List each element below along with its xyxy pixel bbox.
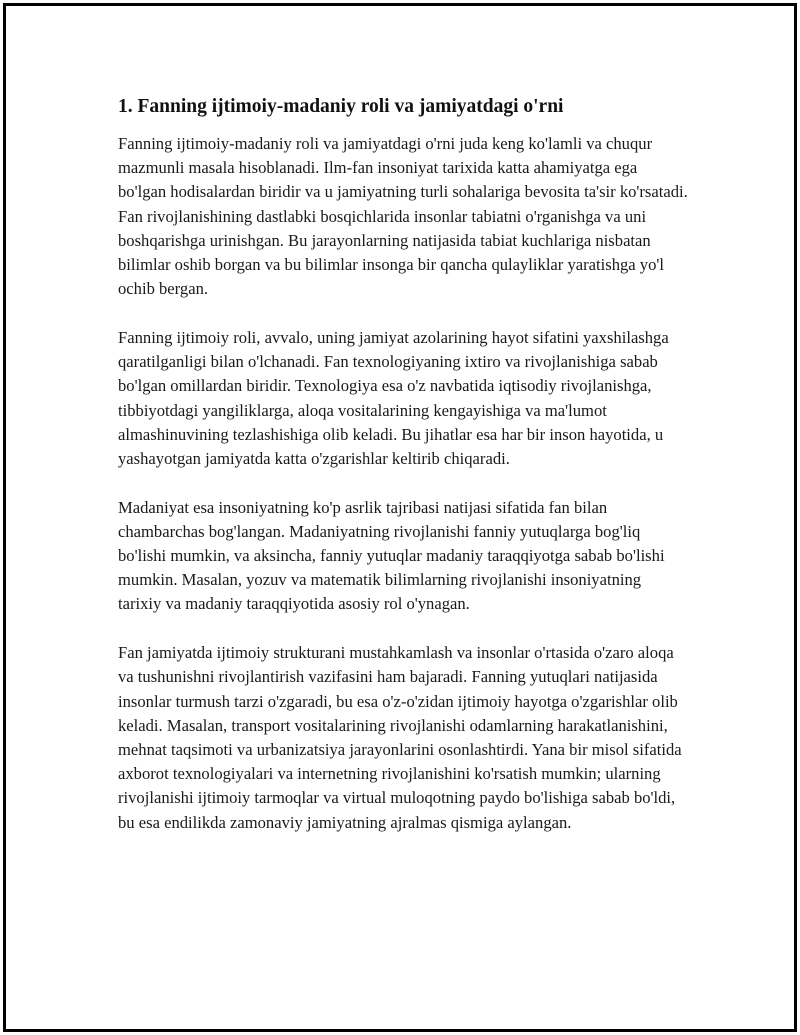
paragraph-4: Fan jamiyatda ijtimoiy strukturani mustahkamlash va insonlar o'rtasida o'zaro aloqa va tushunishni rivojlantirish vazifasini ham bajaradi. Fanning yutuqlari natijasida insonlar turmush tarzi o'zgaradi, bu esa o'z-o'zidan ijtimoiy hayotga o'zgarishlar olib keladi. Masalan, transport vositalarining rivojlanishi odamlarning harakatlanishini, mehnat taqsimoti va urbanizatsiya jarayonlarini osonlashtirdi. Yana bir misol sifatida axborot texnologiyalari va internetning rivojlanishini ko'rsatish mumkin; ularning rivojlanishi ijtimoiy tarmoqlar va virtual muloqotning paydo bo'lishiga sabab bo'ldi, bu esa endilikda zamonaviy jamiyatning ajralmas qismiga aylangan. [118, 643, 682, 832]
section-heading: 1. Fanning ijtimoiy-madaniy roli va jamiyatdagi o'rni [118, 96, 564, 117]
paragraph-2: Fanning ijtimoiy roli, avvalo, uning jamiyat azolarining hayot sifatini yaxshilashga qaratilganligi bilan o'lchanadi. Fan texnologiyaning ixtiro va rivojlanishiga sabab bo'lgan omillardan biridir. Texnologiya esa o'z navbatida iqtisodiy rivojlanishga, tibbiyotdagi yangiliklarga, aloqa vositalarining kengayishiga va ma'lumot almashinuvining tezlashishiga olib keladi. Bu jihatlar esa har bir inson hayotida, u yashayotgan jamiyatda katta o'zgarishlar keltirib chiqaradi. [118, 327, 669, 468]
document-body [118, 94, 688, 835]
paragraph-1: Fanning ijtimoiy-madaniy roli va jamiyatdagi o'rni juda keng ko'lamli va chuqur mazmunli masala hisoblanadi. Ilm-fan insoniyat tarixida katta ahamiyatga ega bo'lgan hodisalardan biridir va u jamiyatning turli sohalariga bevosita ta'sir ko'rsatadi. Fan rivojlanishining dastlabki bosqichlarida insonlar tabiatni o'rganishga va uni boshqarishga urinishgan. Bu jarayonlarning natijasida tabiat kuchlariga nisbatan bilimlar oshib borgan va bu bilimlar insonga bir qancha qulayliklar yaratishga yo'l ochib bergan. [118, 134, 688, 299]
paragraph-3: Madaniyat esa insoniyatning ko'p asrlik tajribasi natijasi sifatida fan bilan chambarchas bog'langan. Madaniyatning rivojlanishi fanniy yutuqlarga bog'liq bo'lishi mumkin, va aksincha, fanniy yutuqlar madaniy taraqqiyotga sabab bo'lishi mumkin. Masalan, yozuv va matematik bilimlarning rivojlanishi insoniyatning tarixiy va madaniy taraqqiyotida asosiy rol o'ynagan. [118, 497, 665, 614]
